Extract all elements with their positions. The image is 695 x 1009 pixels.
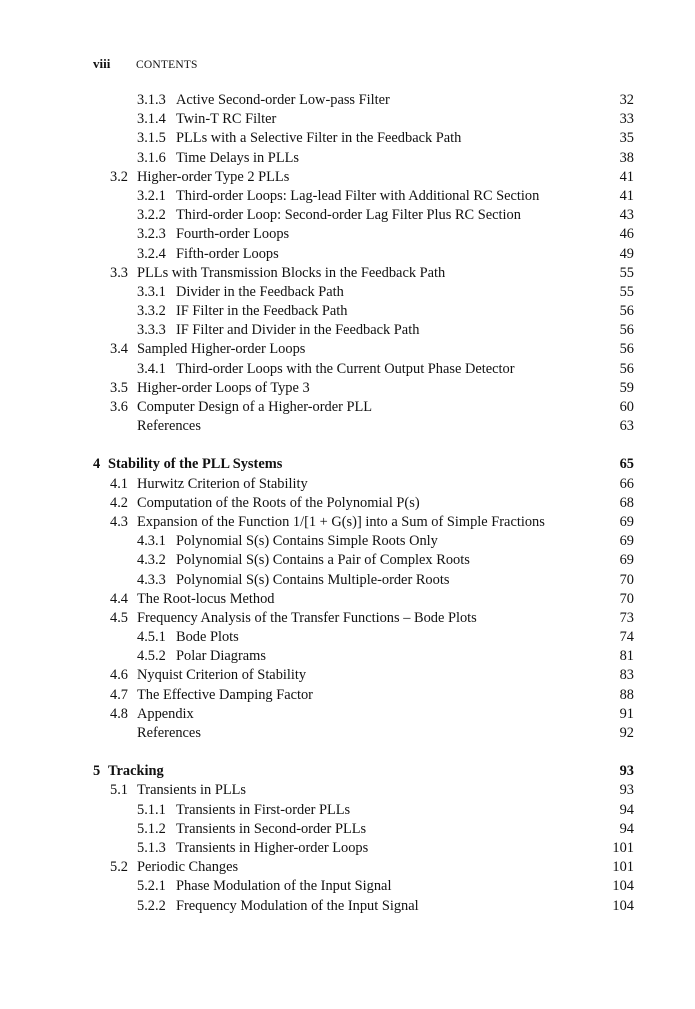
toc-entry-number: 3.3.1 xyxy=(137,283,166,300)
toc-entry-page: 56 xyxy=(619,322,634,339)
toc-entry-page: 41 xyxy=(619,168,634,185)
toc-entry-page: 68 xyxy=(619,494,634,511)
toc-entry-number: 4.3.3 xyxy=(137,571,166,588)
toc-entry-title: References xyxy=(137,418,201,435)
toc-entry-number: 4.4 xyxy=(110,590,128,607)
toc-entry-title: References xyxy=(137,725,201,741)
toc-references-entry[interactable] xyxy=(93,724,634,743)
toc-entry-page: 41 xyxy=(619,187,634,204)
toc-section-entry[interactable] xyxy=(93,110,634,129)
toc-section-entry[interactable] xyxy=(93,129,634,148)
toc-section-entry[interactable] xyxy=(93,551,634,570)
toc-entry-page: 74 xyxy=(619,629,634,646)
toc-entry-page: 35 xyxy=(619,130,634,147)
toc-section-entry[interactable] xyxy=(93,187,634,206)
toc-entry-title: Computer Design of a Higher-order PLL xyxy=(137,399,373,415)
toc-entry-page: 56 xyxy=(619,360,634,377)
toc-entry-number: 5.1 xyxy=(110,782,128,799)
toc-section-entry[interactable] xyxy=(93,609,634,628)
toc-entry-number: 5.2 xyxy=(110,859,128,876)
toc-section-entry[interactable] xyxy=(93,321,634,340)
toc-entry-title: Tracking xyxy=(108,763,164,780)
toc-section-entry[interactable] xyxy=(93,168,634,187)
toc-entry-page: 83 xyxy=(619,667,634,684)
toc-entry-page: 104 xyxy=(612,897,634,914)
toc-entry-number: 5.1.3 xyxy=(137,839,166,856)
toc-entry-page: 73 xyxy=(619,609,634,626)
toc-entry-number: 3.4 xyxy=(110,341,128,358)
toc-entry-number: 5.2.2 xyxy=(137,897,166,914)
toc-entry-title: Sampled Higher-order Loops xyxy=(137,341,306,358)
toc-entry-number: 5.2.1 xyxy=(137,878,166,895)
toc-section-entry[interactable] xyxy=(93,360,634,379)
toc-entry-number: 4.6 xyxy=(110,667,128,684)
toc-entry-number: 3.3.3 xyxy=(137,322,166,339)
toc-entry-page: 56 xyxy=(619,341,634,358)
toc-section-entry[interactable] xyxy=(93,302,634,321)
toc-section-entry[interactable] xyxy=(93,781,634,800)
toc-entry-title: Transients in First-order PLLs xyxy=(176,801,351,818)
toc-section-entry[interactable] xyxy=(93,225,634,244)
toc-entry-number: 3.5 xyxy=(110,379,128,396)
page-number: viii xyxy=(93,56,111,71)
toc-section-entry[interactable] xyxy=(93,705,634,724)
toc-section-entry[interactable] xyxy=(93,245,634,264)
toc-entry-number: 3.3.2 xyxy=(137,303,166,320)
toc-section-entry[interactable] xyxy=(93,283,634,302)
toc-section-entry[interactable] xyxy=(93,513,634,532)
toc-entry-number: 3.1.6 xyxy=(137,149,166,166)
toc-section-entry[interactable] xyxy=(93,897,634,916)
toc-entry-page: 66 xyxy=(619,475,634,492)
toc-entry-title: Fourth-order Loops xyxy=(176,226,290,243)
toc-entry-number: 4.1 xyxy=(110,475,128,492)
toc-chapter-entry[interactable] xyxy=(93,455,634,474)
toc-entry-number: 4.3 xyxy=(110,513,128,530)
toc-entry-title: Transients in Second-order PLLs xyxy=(176,820,367,837)
toc-entry-title: Higher-order Loops of Type 3 xyxy=(137,379,310,396)
running-head-label: CONTENTS xyxy=(136,59,198,71)
toc-entry-number: 4.5.1 xyxy=(137,629,166,646)
toc-section-entry[interactable] xyxy=(93,264,634,283)
toc-entry-title: Bode Plots xyxy=(176,629,239,646)
toc-section-entry[interactable] xyxy=(93,877,634,896)
toc-entry-page: 94 xyxy=(619,801,634,818)
toc-entry-title: Polynomial S(s) Contains Simple Roots Only xyxy=(176,533,438,550)
toc-entry-title: Computation of the Roots of the Polynomial P(s) xyxy=(137,494,420,511)
toc-section-entry[interactable] xyxy=(93,149,634,168)
toc-entry-title: Time Delays in PLLs xyxy=(176,149,299,166)
toc-entry-title: The Root-locus Method xyxy=(137,590,275,607)
toc-entry-page: 38 xyxy=(619,149,634,166)
toc-entry-title: Frequency Modulation of the Input Signal xyxy=(176,897,419,914)
toc-entry-title: Divider in the Feedback Path xyxy=(176,283,344,300)
toc-entry-page: 93 xyxy=(619,782,634,799)
toc-section-entry[interactable] xyxy=(93,379,634,398)
toc-entry-number: 4.2 xyxy=(110,494,128,511)
toc-entry-title: Third-order Loops with the Current Output Phase Detector xyxy=(176,360,515,377)
toc-entry-title: Expansion of the Function 1/[1 + G(s)] into a Sum of Simple Fractions xyxy=(137,513,545,530)
toc-entry-number: 4.8 xyxy=(110,705,128,722)
toc-entry-title: Transients in Higher-order Loops xyxy=(176,839,369,856)
toc-entry-number: 3.4.1 xyxy=(137,360,166,377)
toc-entry-number: 3.1.4 xyxy=(137,111,166,128)
toc-entry-number: 4.3.1 xyxy=(137,533,166,550)
toc-entry-number: 3.2.2 xyxy=(137,207,166,224)
toc-entry-page: 43 xyxy=(619,207,634,224)
toc-entry-number: 3.2 xyxy=(110,168,128,185)
toc-entry-page: 56 xyxy=(619,303,634,320)
toc-section-entry[interactable] xyxy=(93,820,634,839)
toc-entry-page: 32 xyxy=(619,92,634,108)
toc-entry-title: PLLs with a Selective Filter in the Feedback Path xyxy=(176,130,462,147)
toc-section-entry[interactable] xyxy=(93,686,634,705)
toc-entry-page: 69 xyxy=(619,533,634,550)
toc-entry-number: 5.1.1 xyxy=(137,801,166,818)
toc-entry-page: 60 xyxy=(619,399,634,415)
toc-entry-number: 4.7 xyxy=(110,686,128,703)
toc-section-entry[interactable] xyxy=(93,340,634,359)
toc-entry-number: 4.5.2 xyxy=(137,648,166,665)
toc-entry-title: Periodic Changes xyxy=(137,859,239,876)
toc-entry-page: 94 xyxy=(619,820,634,837)
toc-section-entry[interactable] xyxy=(93,494,634,513)
toc-entry-title: Polar Diagrams xyxy=(176,648,266,665)
toc-entry-title: PLLs with Transmission Blocks in the Feedback Path xyxy=(137,264,446,281)
toc-entry-number: 4 xyxy=(93,456,101,473)
toc-entry-number: 3.6 xyxy=(110,399,128,415)
toc-section-entry[interactable] xyxy=(93,91,634,110)
toc-entry-title: IF Filter in the Feedback Path xyxy=(176,303,348,320)
toc-chapter-entry[interactable] xyxy=(93,762,634,781)
toc-section-entry[interactable] xyxy=(93,858,634,877)
toc-entry-page: 93 xyxy=(619,763,634,780)
toc-entry-number: 3.2.1 xyxy=(137,187,166,204)
toc-entry-title: Stability of the PLL Systems xyxy=(108,456,283,473)
toc-entry-number: 3.2.3 xyxy=(137,226,166,243)
toc-entry-page: 59 xyxy=(619,379,634,396)
toc-entry-number: 5 xyxy=(93,763,101,780)
toc-section-entry[interactable] xyxy=(93,590,634,609)
toc-section-entry[interactable] xyxy=(93,206,634,225)
toc-entry-number: 3.1.3 xyxy=(137,92,166,108)
toc-section-entry[interactable] xyxy=(93,628,634,647)
toc-section-entry[interactable] xyxy=(93,475,634,494)
toc-entry-number: 4.3.2 xyxy=(137,552,166,569)
toc-entry-number: 4.5 xyxy=(110,609,128,626)
toc-section-entry[interactable] xyxy=(93,666,634,685)
running-head xyxy=(93,56,198,72)
toc-spacer xyxy=(93,436,634,455)
toc-entry-title: Polynomial S(s) Contains Multiple-order Roots xyxy=(176,571,450,588)
toc-entry-title: Hurwitz Criterion of Stability xyxy=(137,475,308,492)
toc-section-entry[interactable] xyxy=(93,801,634,820)
toc-entry-page: 101 xyxy=(612,859,634,876)
toc-entry-title: Appendix xyxy=(137,705,194,722)
toc-entry-page: 92 xyxy=(619,725,634,741)
toc-entry-page: 70 xyxy=(619,590,634,607)
toc-entry-title: Phase Modulation of the Input Signal xyxy=(176,878,392,895)
toc-entry-page: 33 xyxy=(619,111,634,128)
toc-entry-number: 5.1.2 xyxy=(137,820,166,837)
toc-entry-title: Transients in PLLs xyxy=(137,782,247,799)
toc-section-entry[interactable] xyxy=(93,647,634,666)
toc-entry-number: 3.1.5 xyxy=(137,130,166,147)
toc-entry-page: 69 xyxy=(619,552,634,569)
toc-entry-title: Higher-order Type 2 PLLs xyxy=(137,168,290,185)
toc-entry-title: Active Second-order Low-pass Filter xyxy=(176,92,390,108)
toc-entry-title: Frequency Analysis of the Transfer Functions – Bode Plots xyxy=(137,609,477,626)
toc-entry-page: 55 xyxy=(619,283,634,300)
toc-entry-page: 49 xyxy=(619,245,634,262)
toc-entry-page: 104 xyxy=(612,878,634,895)
toc-entry-title: Nyquist Criterion of Stability xyxy=(137,667,307,684)
toc-section-entry[interactable] xyxy=(93,571,634,590)
toc-entry-number: 3.2.4 xyxy=(137,245,166,262)
toc-section-entry[interactable] xyxy=(93,398,634,417)
toc-section-entry[interactable] xyxy=(93,839,634,858)
toc-entry-page: 65 xyxy=(619,456,634,473)
toc-entry-page: 55 xyxy=(619,264,634,281)
toc-entry-title: The Effective Damping Factor xyxy=(137,686,313,703)
toc-section-entry[interactable] xyxy=(93,532,634,551)
toc-entry-title: Third-order Loop: Second-order Lag Filter Plus RC Section xyxy=(176,207,521,224)
toc-entry-page: 69 xyxy=(619,513,634,530)
toc-entry-page: 91 xyxy=(619,705,634,722)
toc-entry-page: 70 xyxy=(619,571,634,588)
toc-entry-title: Third-order Loops: Lag-lead Filter with Additional RC Section xyxy=(176,187,540,204)
toc-entry-page: 81 xyxy=(619,648,634,665)
toc-entry-page: 46 xyxy=(619,226,634,243)
toc-references-entry[interactable] xyxy=(93,417,634,436)
toc-entry-title: IF Filter and Divider in the Feedback Path xyxy=(176,322,420,339)
toc-entry-title: Fifth-order Loops xyxy=(176,245,279,262)
toc-entry-page: 101 xyxy=(612,839,634,856)
toc-entry-title: Polynomial S(s) Contains a Pair of Complex Roots xyxy=(176,552,470,569)
toc-entry-title: Twin-T RC Filter xyxy=(176,111,277,128)
table-of-contents xyxy=(93,91,634,916)
toc-entry-page: 63 xyxy=(619,418,634,435)
toc-entry-number: 3.3 xyxy=(110,264,128,281)
toc-entry-page: 88 xyxy=(619,686,634,703)
toc-spacer xyxy=(93,743,634,762)
